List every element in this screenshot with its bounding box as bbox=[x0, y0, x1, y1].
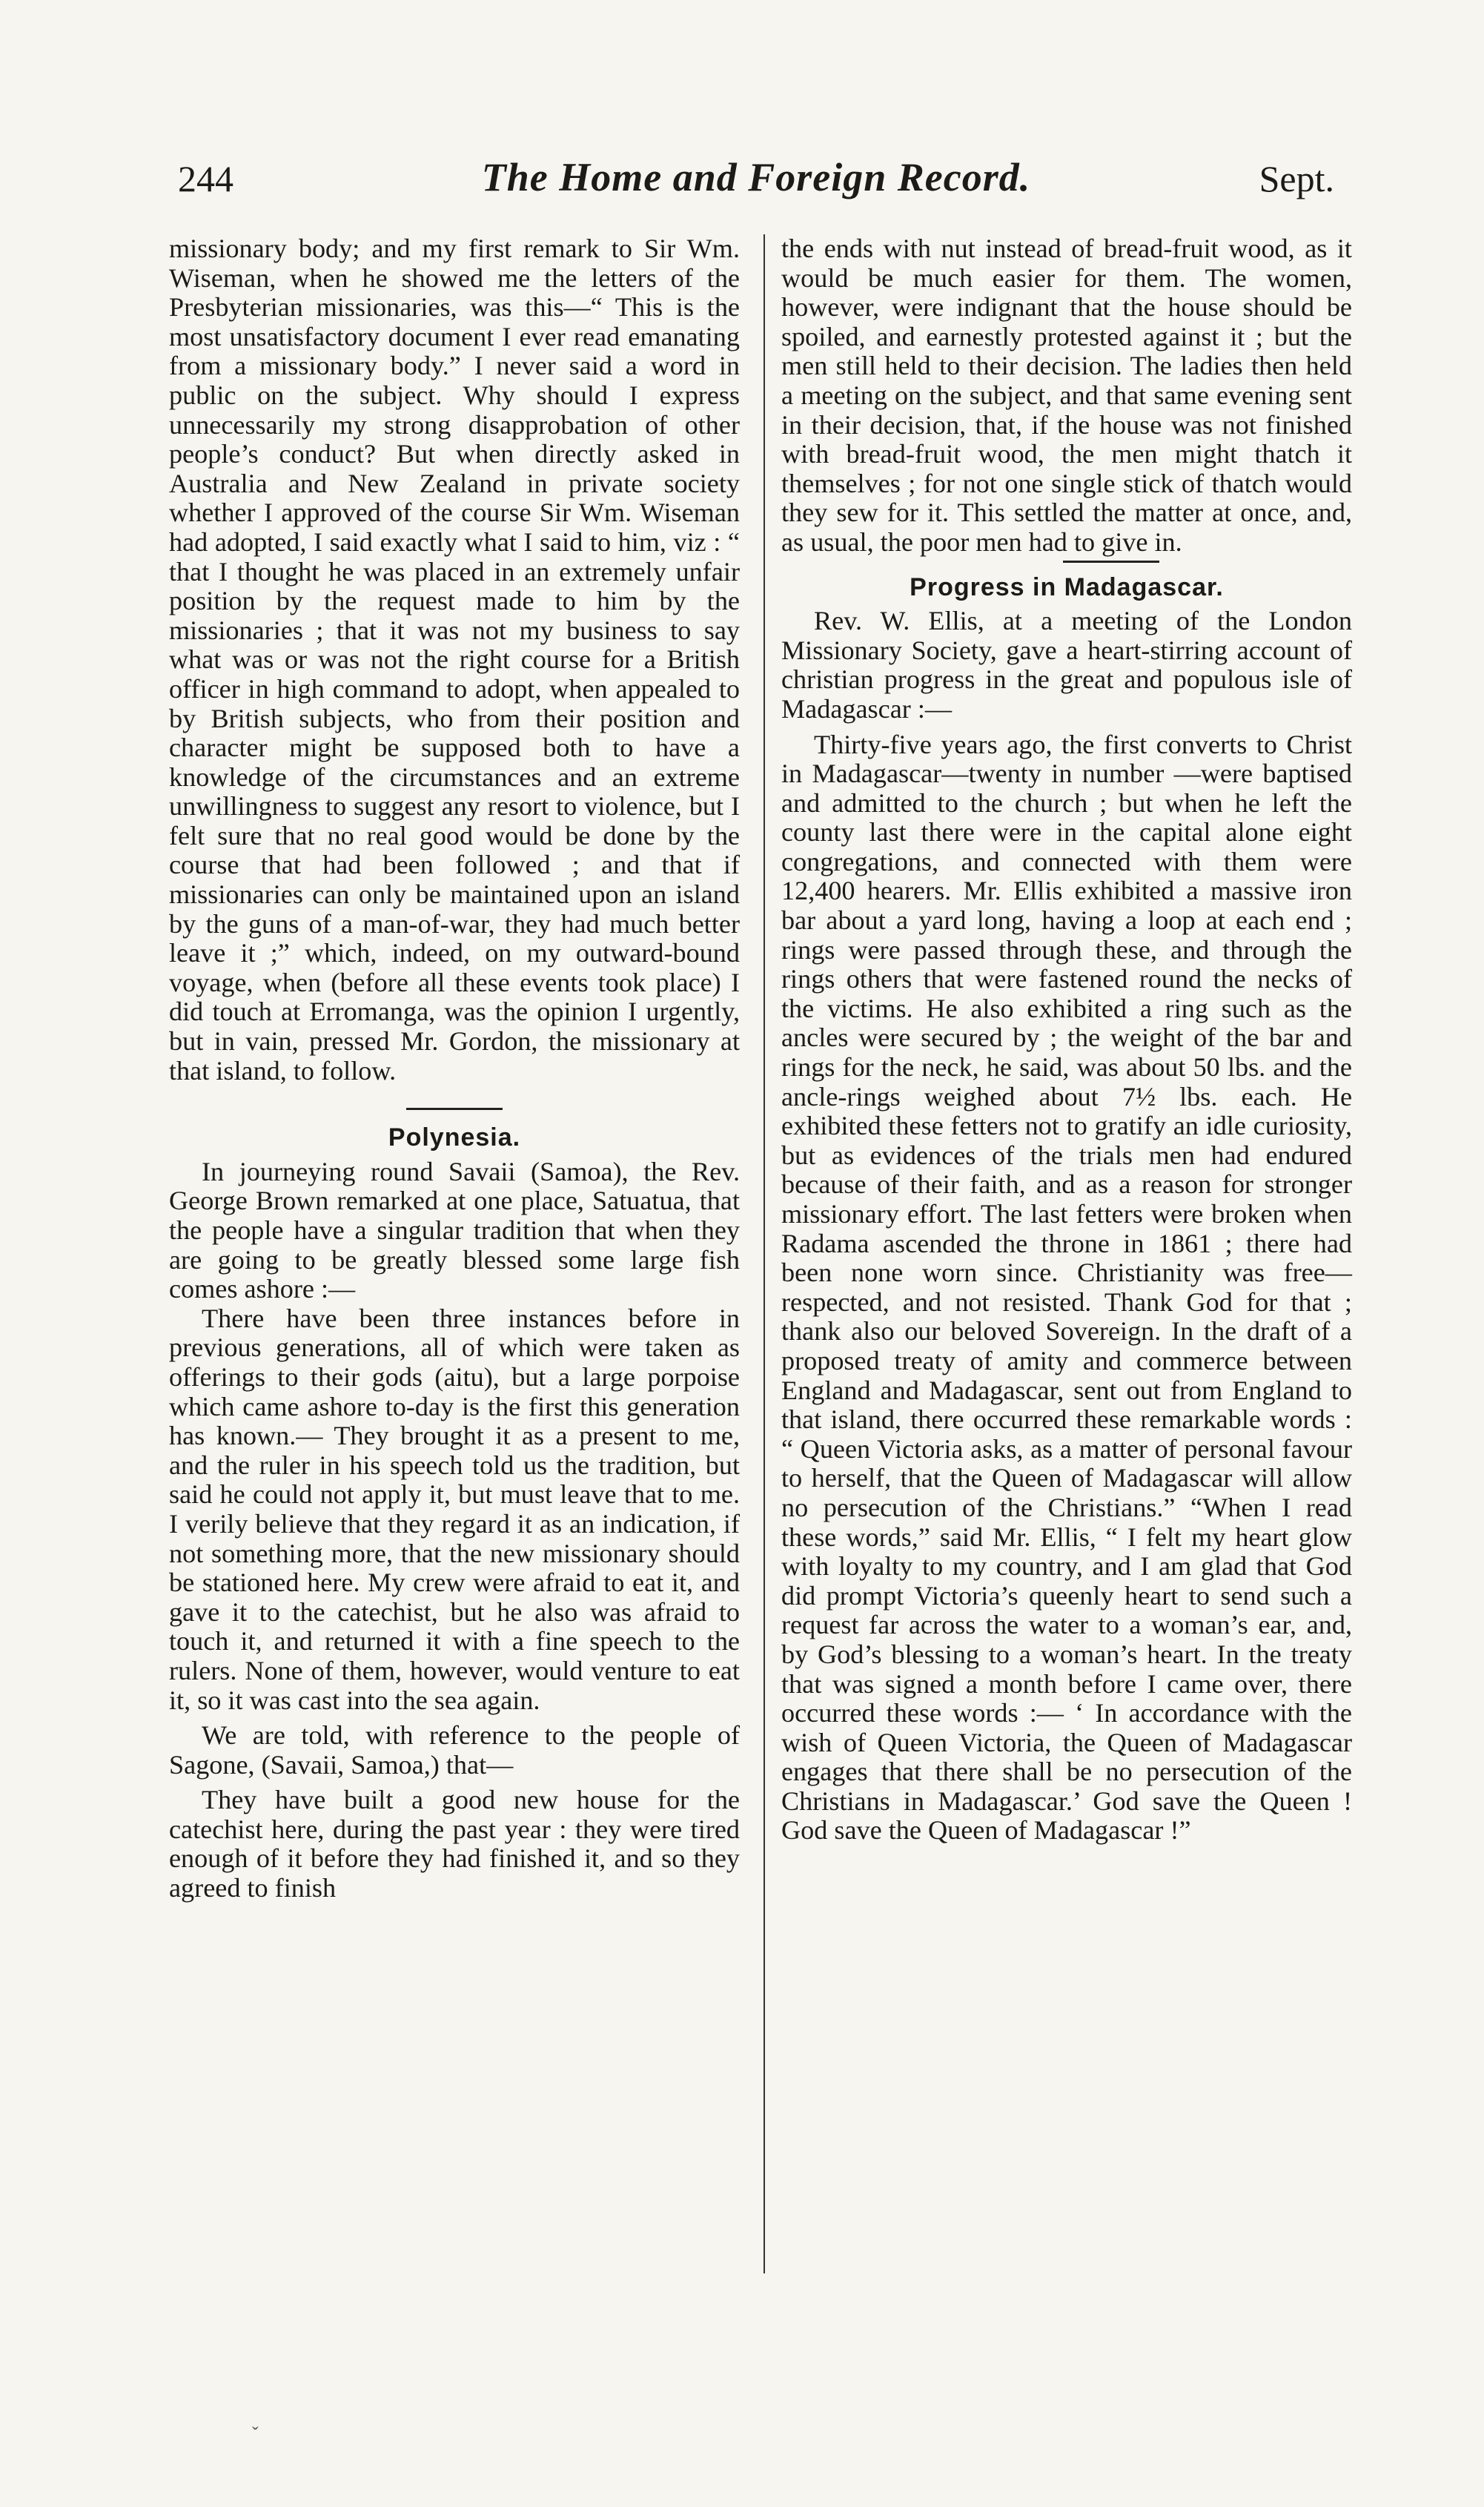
journal-title: The Home and Foreign Record. bbox=[481, 155, 1031, 199]
issue-month: Sept. bbox=[1259, 158, 1334, 199]
section-divider bbox=[406, 1108, 503, 1110]
left-column bbox=[169, 234, 740, 1903]
footer-mark: ˇ bbox=[252, 2423, 259, 2445]
polynesia-heading: Polynesia. bbox=[388, 1123, 521, 1152]
left-paragraph-5: They have built a good new house for the catechist here, during the past year : they were tired enough of it before they had finished it, and so they agreed to finish bbox=[169, 1785, 740, 1903]
section-divider-right bbox=[1063, 561, 1159, 563]
left-paragraph-4: We are told, with reference to the people of Sagone, (Savaii, Samoa,) that— bbox=[169, 1720, 740, 1780]
right-column bbox=[781, 234, 1352, 1846]
madagascar-heading: Progress in Madagascar. bbox=[910, 572, 1224, 601]
right-paragraph-3: Thirty-five years ago, the first converts to Christ in Madagascar—twenty in number —were baptised and admitted to the church ; but when he left the county last there were in the capital alone eight congregations, and connected with them were 12,400 hearers. Mr. Ellis exhibited a massive iron bar about a yard long, having a loop at each end ; rings were passed through these, and through the rings others that were fastened round the necks of the victims. He also exhibited a ring such as the ancles were secured by ; the weight of the bar and rings for the neck, he said, was about 50 lbs. and the ancle-rings weighed about 7½ lbs. each. He exhibited these fetters not to gratify an idle curiosity, but as evidences of the trials men had endured because of their faith, and as a reason for stronger missionary effort. The last fetters were broken when Radama ascended the throne in 1861 ; there had been none worn since. Christianity was free—respected, and not resisted. Thank God for that ; thank also our beloved Sovereign. In the draft of a proposed treaty of amity and commerce between England and Madagascar, sent out from England to that island, there occurred these remarkable words : “ Queen Victoria asks, as a matter of personal favour to herself, that the Queen of Madagascar will allow no persecution of the Christians.” “When I read these words,” said Mr. Ellis, “ I felt my heart glow with loyalty to my country, and I am glad that God did prompt Victoria’s queenly heart to send such a request far across the water to a woman’s ear, and, by God’s blessing to a woman’s heart. In the treaty that was signed a month before I came over, there occurred these words :— ‘ In accordance with the wish of Queen Victoria, the Queen of Madagascar engages that there shall be no persecution of the Christians in Madagascar.’ God save the Queen ! God save the Queen of Madagascar !” bbox=[781, 729, 1352, 1846]
running-header bbox=[178, 157, 1334, 209]
left-paragraph-1: missionary body; and my first remark to Sir Wm. Wiseman, when he showed me the letters of the Presbyterian missionaries, was this—“ This is the most unsatisfactory document I ever read emanating from a missionary body.” I never said a word in public on the subject. Why should I express unnecessarily my strong disapprobation of other people’s conduct? But when directly asked in Australia and New Zealand in private society whether I approved of the course Sir Wm. Wiseman had adopted, I said exactly what I said to him, viz : “ that I thought he was placed in an extremely unfair position by the request made to him by the missionaries ; that it was not my business to say what was or was not the right course for a British officer in high command to adopt, when appealed to by British subjects, who from their position and character might be supposed both to have a knowledge of the circumstances and an extreme unwillingness to suggest any resort to violence, but I felt sure that no real good would be done by the course that had been followed ; and that if missionaries can only be maintained upon an island by the guns of a man-of-war, they had much better leave it ;” which, indeed, on my outward-bound voyage, when (before all these events took place) I did touch at Erromanga, was the opinion I urgently, but in vain, pressed Mr. Gordon, the missionary at that island, to follow. bbox=[169, 234, 740, 1086]
right-paragraph-2: Rev. W. Ellis, at a meeting of the London Missionary Society, gave a heart-stirring account of christian progress in the great and populous isle of Madagascar :— bbox=[781, 606, 1352, 724]
right-paragraph-1: the ends with nut instead of bread-fruit wood, as it would be much easier for them. The women, however, were indignant that the house should be spoiled, and earnestly protested against it ; but the men still held to their decision. The ladies then held a meeting on the subject, and that same evening sent in their decision, that, if the house was not finished with bread-fruit wood, the men might thatch it themselves ; for not one single stick of thatch would they sew for it. This settled the matter at once, and, as usual, the poor men had to give in. bbox=[781, 234, 1352, 557]
page-number: 244 bbox=[178, 158, 233, 199]
left-paragraph-2: In journeying round Savaii (Samoa), the Rev. George Brown remarked at one place, Satuatua, that the people have a singular tradition that when they are going to be greatly blessed some large fish comes ashore :— bbox=[169, 1156, 740, 1304]
left-paragraph-3: There have been three instances before in previous generations, all of which were taken as offerings to their gods (aitu), but a large porpoise which came ashore to-day is the first this generation has known.— They brought it as a present to me, and the ruler in his speech told us the tradition, but said he could not apply it, but must leave that to me. I verily believe that they regard it as an indication, if not something more, that the new missionary should be stationed here. My crew were afraid to eat it, and gave it to the catechist, but he also was afraid to touch it, and returned it with a fine speech to the rulers. None of them, however, would venture to eat it, so it was cast into the sea again. bbox=[169, 1303, 740, 1715]
column-rule bbox=[763, 234, 765, 2273]
